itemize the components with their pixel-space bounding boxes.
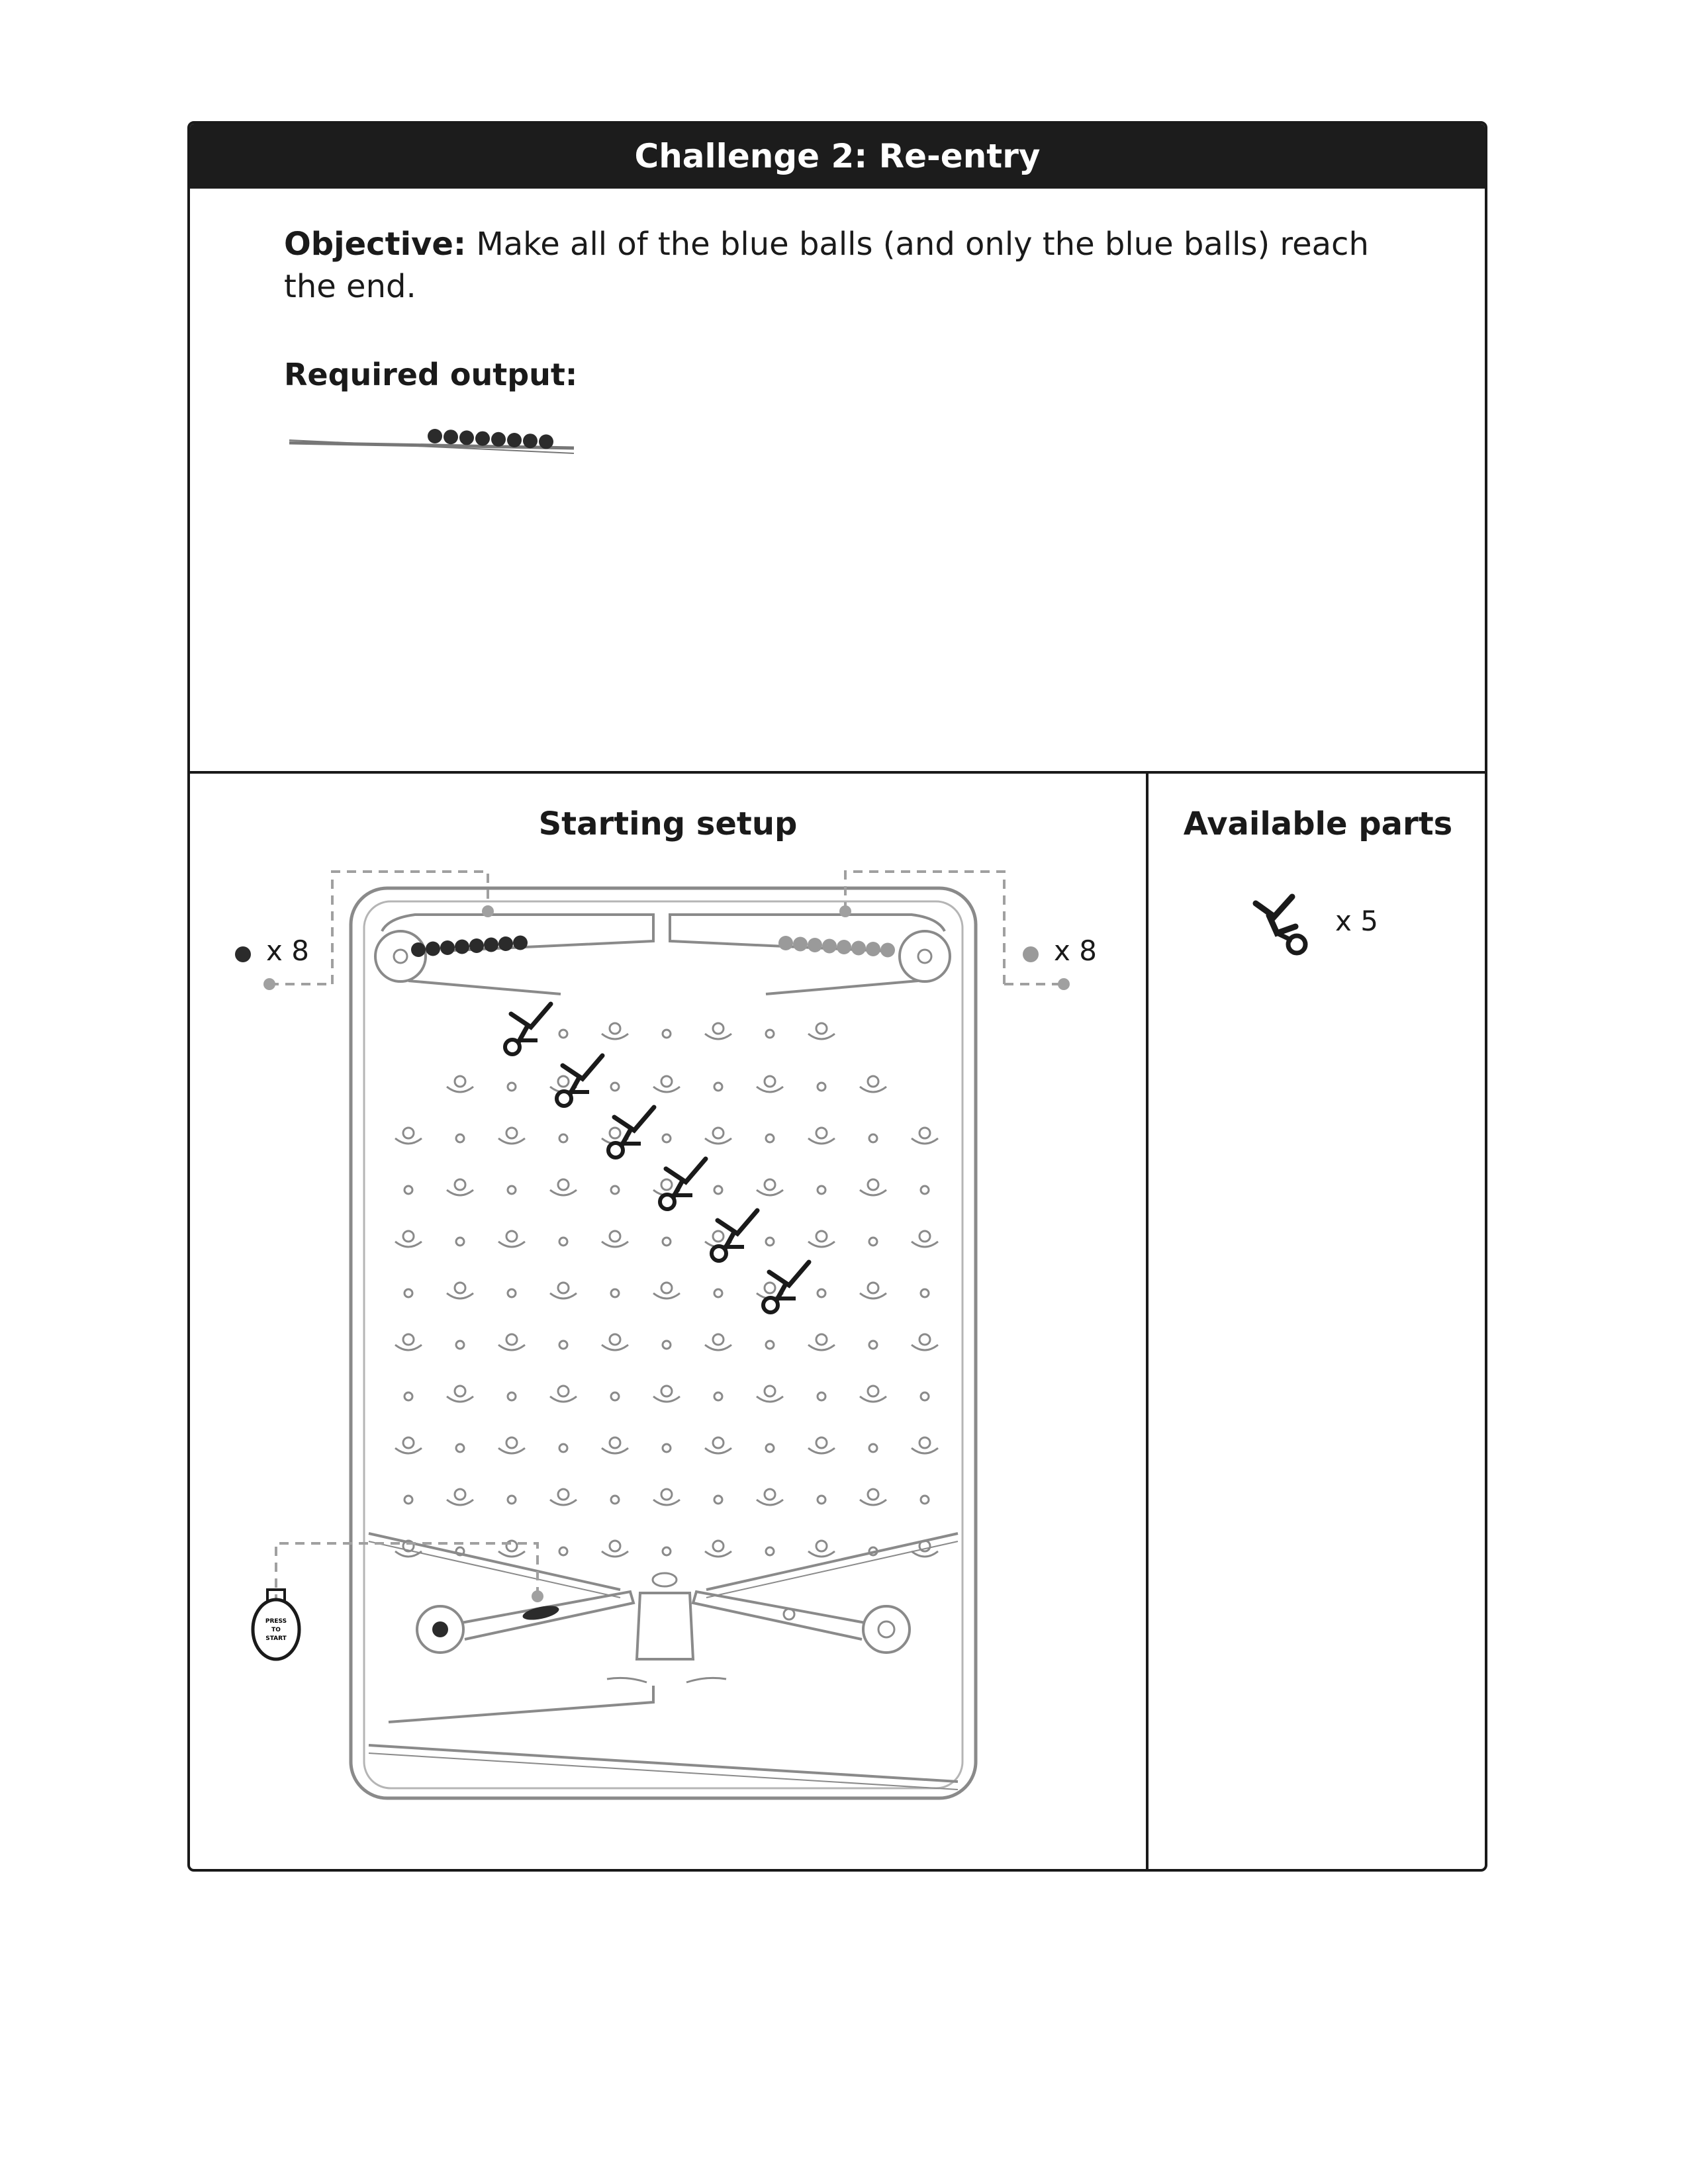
peg-mount: [498, 1128, 525, 1144]
peg: [559, 1444, 567, 1452]
right-ball-count: x 8: [1054, 934, 1097, 967]
peg: [663, 1030, 671, 1038]
blue-ball: [484, 938, 498, 952]
peg-mount: [757, 1179, 783, 1195]
red-ball: [851, 941, 866, 956]
peg: [663, 1341, 671, 1349]
peg-mount: [912, 1128, 938, 1144]
peg: [456, 1134, 464, 1142]
peg: [508, 1392, 516, 1400]
peg: [456, 1444, 464, 1452]
peg: [404, 1392, 412, 1400]
blue-ball: [426, 942, 440, 956]
peg: [714, 1392, 722, 1400]
required-output-label: Required output:: [284, 357, 578, 392]
peg: [663, 1134, 671, 1142]
peg-mount: [808, 1023, 835, 1039]
peg: [921, 1186, 929, 1194]
objective-label: Objective:: [284, 226, 467, 263]
peg-mount: [447, 1076, 473, 1092]
placed-bit-part: [763, 1262, 809, 1312]
peg: [818, 1083, 825, 1091]
red-ball: [808, 938, 822, 952]
peg-mount: [860, 1489, 886, 1505]
svg-text:TO: TO: [271, 1627, 281, 1633]
blue-ball: [469, 938, 484, 953]
peg-mount: [602, 1437, 628, 1453]
peg: [559, 1134, 567, 1142]
starting-setup-title: Starting setup: [538, 805, 798, 842]
red-ball: [837, 940, 851, 954]
peg: [404, 1289, 412, 1297]
available-parts-title: Available parts: [1183, 805, 1453, 842]
peg: [559, 1238, 567, 1246]
column-divider: [1146, 772, 1149, 1872]
peg: [818, 1392, 825, 1400]
peg-mount: [860, 1076, 886, 1092]
peg-mount: [912, 1334, 938, 1350]
peg: [611, 1392, 619, 1400]
peg: [921, 1289, 929, 1297]
red-ball: [822, 939, 837, 954]
peg-mount: [653, 1076, 680, 1092]
peg: [766, 1238, 774, 1246]
peg-mount: [705, 1541, 731, 1557]
peg-mount: [808, 1437, 835, 1453]
peg-mount: [757, 1076, 783, 1092]
peg-mount: [808, 1128, 835, 1144]
peg-mount: [860, 1283, 886, 1298]
gear-bit-icon[interactable]: [1249, 893, 1322, 960]
peg-mount: [808, 1334, 835, 1350]
peg: [766, 1444, 774, 1452]
peg: [508, 1496, 516, 1504]
red-ball: [793, 937, 808, 952]
peg: [456, 1341, 464, 1349]
peg: [921, 1496, 929, 1504]
peg-mount: [602, 1334, 628, 1350]
peg: [559, 1030, 567, 1038]
peg-mount: [498, 1334, 525, 1350]
peg-mount: [602, 1541, 628, 1557]
peg: [611, 1083, 619, 1091]
peg: [714, 1083, 722, 1091]
peg: [714, 1186, 722, 1194]
peg: [663, 1238, 671, 1246]
peg-mount: [447, 1283, 473, 1298]
peg-mount: [808, 1231, 835, 1247]
peg-mount: [550, 1283, 577, 1298]
peg-mount: [705, 1437, 731, 1453]
blue-ball: [498, 936, 513, 951]
peg-mount: [912, 1437, 938, 1453]
blue-ball: [411, 942, 426, 957]
peg-mount: [912, 1231, 938, 1247]
peg: [611, 1289, 619, 1297]
peg: [456, 1238, 464, 1246]
peg-mount: [498, 1437, 525, 1453]
peg-mount: [602, 1231, 628, 1247]
challenge-title: Challenge 2: Re-entry: [190, 124, 1485, 189]
peg-mount: [550, 1386, 577, 1402]
red-ball: [880, 943, 895, 958]
peg-mount: [602, 1023, 628, 1039]
peg: [404, 1496, 412, 1504]
peg: [663, 1547, 671, 1555]
peg-mount: [808, 1541, 835, 1557]
blue-ball: [455, 940, 469, 954]
right-start-balls: [778, 936, 895, 958]
blue-ball: [513, 936, 528, 950]
peg: [714, 1496, 722, 1504]
peg: [559, 1547, 567, 1555]
svg-text:PRESS: PRESS: [265, 1618, 287, 1625]
peg: [766, 1134, 774, 1142]
placed-bit-part: [712, 1210, 757, 1261]
peg-mount: [757, 1489, 783, 1505]
press-to-start-button[interactable]: [253, 1590, 299, 1659]
peg: [508, 1186, 516, 1194]
left-start-balls: [411, 936, 528, 958]
placed-bit-part: [608, 1107, 654, 1158]
svg-text:START: START: [265, 1635, 287, 1642]
peg-mount: [705, 1334, 731, 1350]
peg-mount: [395, 1128, 422, 1144]
peg-mount: [498, 1231, 525, 1247]
peg: [508, 1083, 516, 1091]
peg: [766, 1030, 774, 1038]
peg: [508, 1289, 516, 1297]
peg-mount: [757, 1386, 783, 1402]
peg-mount: [653, 1283, 680, 1298]
peg: [921, 1392, 929, 1400]
peg: [714, 1289, 722, 1297]
peg: [869, 1238, 877, 1246]
peg: [818, 1289, 825, 1297]
peg: [869, 1444, 877, 1452]
peg-mount: [395, 1334, 422, 1350]
peg-mount: [447, 1489, 473, 1505]
placed-parts: [505, 1004, 809, 1312]
placed-bit-part: [660, 1159, 706, 1209]
peg-mount: [447, 1386, 473, 1402]
blue-ball: [440, 940, 455, 955]
peg-mount: [550, 1489, 577, 1505]
peg-mount: [550, 1179, 577, 1195]
parts-count: x 5: [1335, 905, 1378, 937]
peg: [611, 1496, 619, 1504]
challenge-card: [187, 121, 1487, 1872]
peg-mount: [705, 1023, 731, 1039]
peg: [869, 1341, 877, 1349]
peg-mount: [395, 1231, 422, 1247]
peg: [663, 1444, 671, 1452]
peg-mount: [447, 1179, 473, 1195]
peg: [611, 1186, 619, 1194]
peg: [766, 1547, 774, 1555]
peg-mount: [653, 1386, 680, 1402]
peg-mount: [653, 1489, 680, 1505]
placed-bit-part: [557, 1056, 602, 1106]
left-ball-count: x 8: [266, 934, 309, 967]
red-ball: [778, 936, 793, 950]
placed-bit-part: [505, 1004, 551, 1054]
peg-grid: [395, 1023, 938, 1557]
peg: [818, 1496, 825, 1504]
peg-mount: [860, 1179, 886, 1195]
peg: [404, 1186, 412, 1194]
red-ball: [866, 942, 880, 956]
peg-mount: [705, 1128, 731, 1144]
peg: [818, 1186, 825, 1194]
peg: [766, 1341, 774, 1349]
peg-mount: [395, 1437, 422, 1453]
peg: [559, 1341, 567, 1349]
peg: [869, 1134, 877, 1142]
board-diagram: [190, 124, 1146, 1872]
peg-mount: [860, 1386, 886, 1402]
objective-text: Make all of the blue balls (and only the blue balls) reach the end.: [284, 226, 1369, 305]
